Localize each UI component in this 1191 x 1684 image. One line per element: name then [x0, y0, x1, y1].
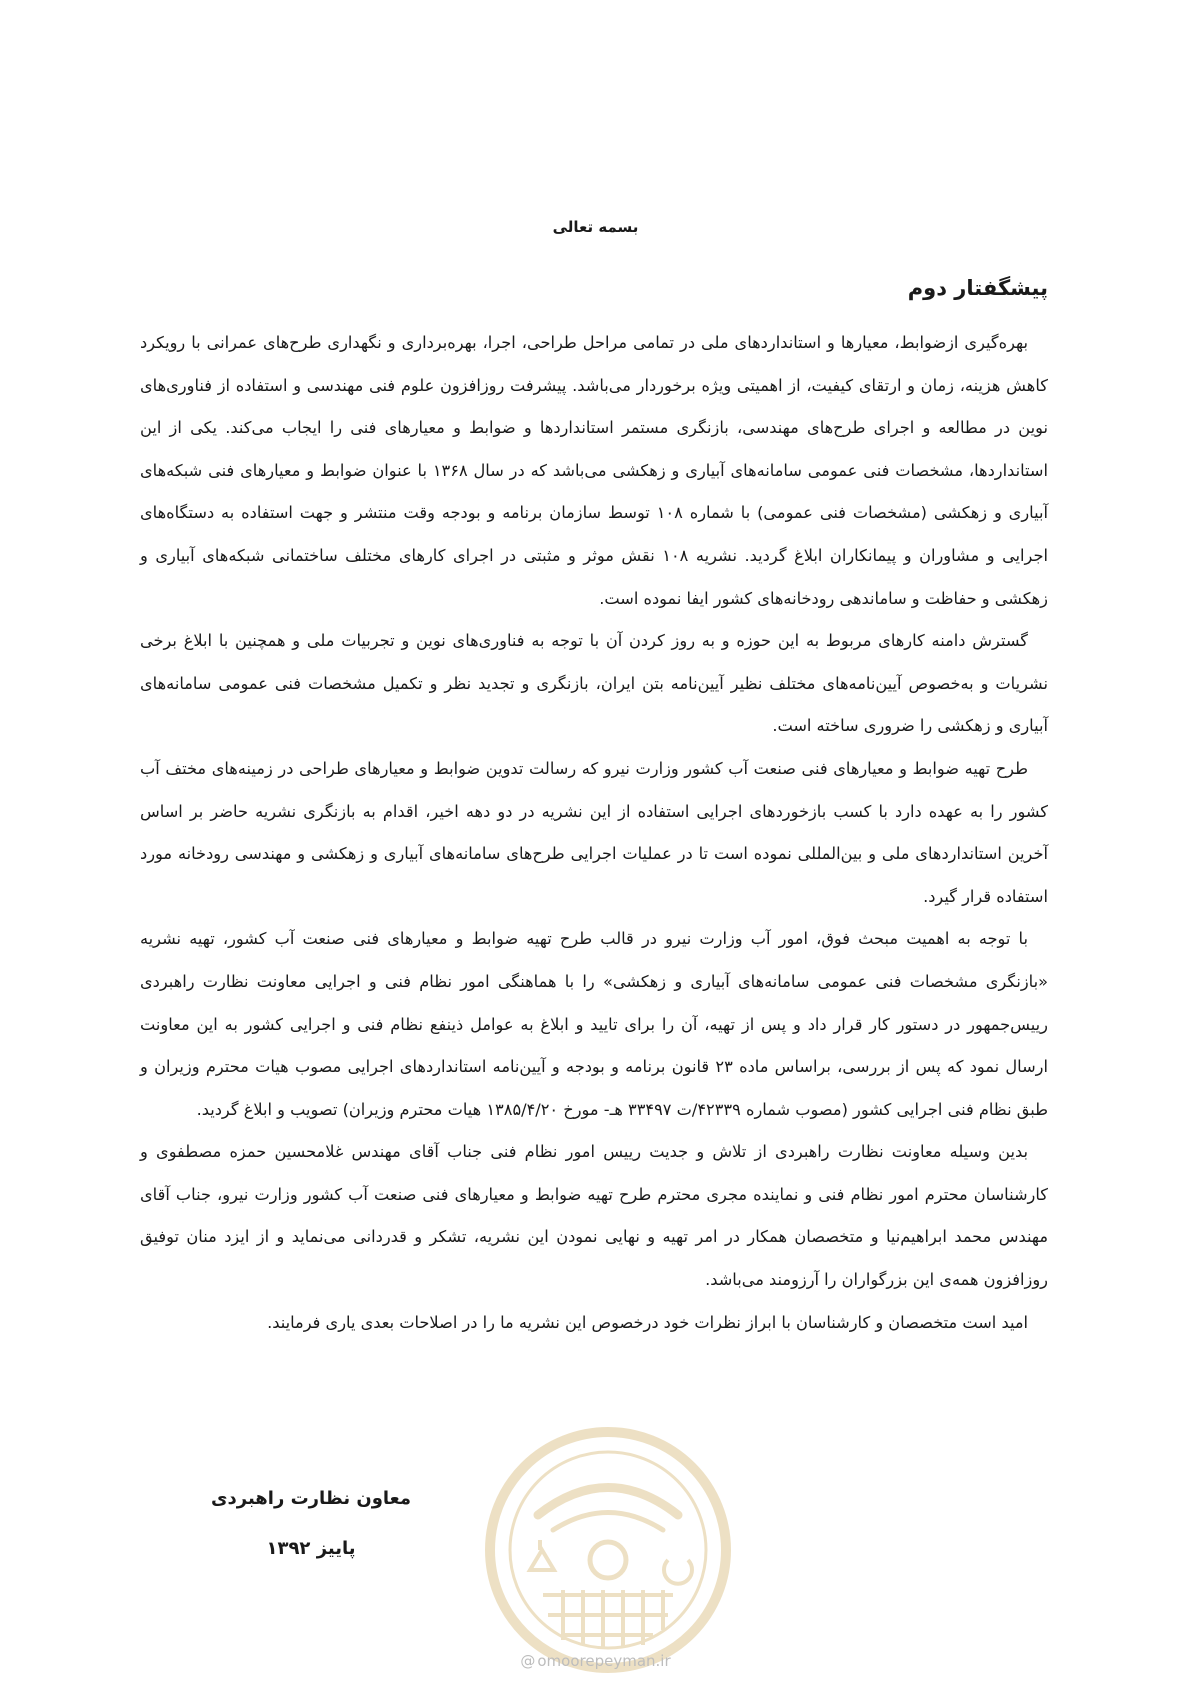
watermark-url-text: omoorepeyman.ir [537, 1652, 671, 1670]
paragraph-6: امید است متخصصان و کارشناسان با ابراز نظرات خود درخصوص این نشریه ما را در اصلاحات بعدی یاری فرمایند. [267, 1312, 1028, 1332]
at-sign-icon: @ [520, 1652, 536, 1670]
paragraph-1: بهره‌گیری ازضوابط، معیارها و استانداردهای ملی در تمامی مراحل طراحی، اجرا، بهره‌برداری و نگهداری طرح‌های عمرانی با رویکرد کاهش هزینه، زمان و ارتقای کیفیت، از اهمیتی ویژه برخوردار می‌باشد. پیشرفت روزافزون علوم فنی مهندسی و استفاده از فناوری‌های نوین در مطالعه و اجرای طرح‌های مهندسی، بازنگری مستمر استانداردها و ضوابط و معیارهای فنی را ایجاب می‌کند. یکی از این استانداردها، مشخصات فنی عمومی سامانه‌های آبیاری و زهکشی می‌باشد که در سال ۱۳۶۸ با عنوان ضوابط و معیارهای فنی شبکه‌های آبیاری و زهکشی (مشخصات فنی عمومی) با شماره ۱۰۸ توسط سازمان برنامه و بودجه وقت منتشر و جهت استفاده به دستگاه‌های اجرایی و مشاوران و پیمانکاران ابلاغ گردید. نشریه ۱۰۸ نقش موثر و مثبتی در اجرای کارهای مختلف ساختمانی شبکه‌های آبیاری و زهکشی و حفاظت و ساماندهی رودخانه‌های کشور ایفا نموده است. [140, 333, 1048, 608]
watermark-url [0, 1652, 1191, 1670]
paragraph-2: گسترش دامنه کارهای مربوط به این حوزه و به روز کردن آن با توجه به فناوری‌های نوین و تجربیات ملی و همچنین با ابلاغ برخی نشریات و به‌خصوص آیین‌نامه‌های مختلف نظیر آیین‌نامه بتن ایران، بازنگری و تجدید نظر و تکمیل مشخصات فنی عمومی سامانه‌های آبیاری و زهکشی را ضروری ساخته است. [140, 631, 1048, 736]
paragraph-5: بدین وسیله معاونت نظارت راهبردی از تلاش و جدیت رییس امور نظام فنی جناب آقای مهندس غلامحسین حمزه مصطفوی و کارشناسان محترم امور نظام فنی و نماینده مجری محترم طرح تهیه ضوابط و معیارهای فنی صنعت آب کشور وزارت نیرو، جناب آقای مهندس محمد ابراهیم‌نیا و متخصصان همکار در امر تهیه و نهایی نمودن این نشریه، تشکر و قدردانی می‌نماید و از ایزد منان توفیق روزافزون همه‌ی این بزرگواران را آرزومند می‌باشد. [140, 1142, 1048, 1290]
page-title: پیشگفتار دوم [907, 276, 1048, 300]
paragraph-4: با توجه به اهمیت مبحث فوق، امور آب وزارت نیرو در قالب طرح تهیه ضوابط و معیارهای فنی صنعت آب کشور، تهیه نشریه «بازنگری مشخصات فنی عمومی سامانه‌های آبیاری و زهکشی» را با هماهنگی امور نظام فنی و اجرایی معاونت نظارت راهبردی رییس‌جمهور در دستور کار قرار داد و پس از تهیه، آن را برای تایید و ابلاغ به عوامل ذینفع نظام فنی و اجرایی کشور به این معاونت ارسال نمود که پس از بررسی، براساس ماده ۲۳ قانون برنامه و بودجه و آیین‌نامه استانداردهای اجرایی مصوب هیات محترم وزیران و طبق نظام فنی اجرایی کشور (مصوب شماره ۴۲۳۳۹/ت ۳۳۴۹۷ هـ- مورخ ۱۳۸۵/۴/۲۰ هیات محترم وزیران) تصویب و ابلاغ گردید. [140, 929, 1048, 1119]
document-body [140, 322, 1048, 1344]
signature-block [211, 1474, 411, 1574]
watermark-seal-icon [478, 1420, 738, 1680]
paragraph-3: طرح تهیه ضوابط و معیارهای فنی صنعت آب کشور وزارت نیرو که رسالت تدوین ضوابط و معیارهای طراحی در زمینه‌های مختف آب کشور را به عهده دارد با کسب بازخوردهای اجرایی استفاده از این نشریه در دو دهه اخیر، اقدام به بازنگری نشریه حاضر بر اساس آخرین استانداردهای ملی و بین‌المللی نموده است تا در عملیات اجرایی طرح‌های سامانه‌های آبیاری و زهکشی و مهندسی رودخانه مورد استفاده قرار گیرد. [140, 758, 1048, 906]
signature-date: پاییز ۱۳۹۲ [266, 1538, 356, 1559]
basmala-header: بسمه تعالی [552, 218, 639, 236]
signature-title: معاون نظارت راهبردی [211, 1488, 411, 1509]
